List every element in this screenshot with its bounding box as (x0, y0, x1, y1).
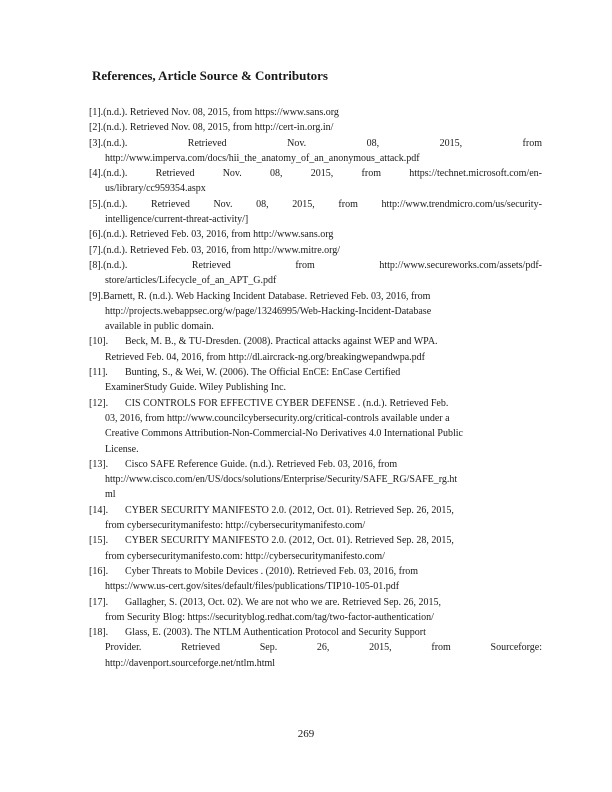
page-number: 269 (297, 728, 315, 740)
reference-number: [15]. (89, 535, 109, 547)
reference-item (89, 625, 542, 671)
reference-text: Creative Commons Attribution-Non-Commercial-No Derivatives 4.0 International Public (105, 428, 463, 440)
reference-text: Beck, M. B., & TU-Dresden. (2008). Practical attacks against WEP and WPA. (125, 336, 438, 348)
reference-text: Retrieved Feb. 04, 2016, from http://dl.aircrack-ng.org/breakingwepandwpa.pdf (105, 351, 426, 363)
reference-text: Glass, E. (2003). The NTLM Authentication Protocol and Security Support (125, 627, 426, 639)
reference-text: Provider. Retrieved Sep. 26, 2015, from Sourceforge: (105, 642, 542, 654)
reference-text: ml (105, 489, 116, 501)
reference-number: [14]. (89, 504, 109, 516)
reference-item (89, 365, 542, 396)
reference-number: [13]. (89, 458, 109, 470)
reference-text: CIS CONTROLS FOR EFFECTIVE CYBER DEFENSE . (n.d.). Retrieved Feb. (125, 397, 449, 409)
reference-item (89, 197, 542, 228)
references-list (89, 105, 542, 671)
reference-text: from Security Blog: https://securityblog.redhat.com/tag/two-factor-authentication/ (105, 611, 434, 623)
reference-number: [11]. (89, 367, 108, 379)
reference-text: [5].(n.d.). Retrieved Nov. 08, 2015, from http://www.trendmicro.com/us/security- (89, 198, 542, 210)
reference-text: Cyber Threats to Mobile Devices . (2010). Retrieved Feb. 03, 2016, from (125, 565, 419, 577)
reference-url: http://projects.webappsec.org/w/page/13246995/Web-Hacking-Incident-Database (105, 305, 432, 317)
reference-item (89, 227, 542, 242)
reference-item (89, 120, 542, 135)
reference-item (89, 289, 542, 335)
reference-text: from cybersecuritymanifesto: http://cybersecuritymanifesto.com/ (105, 520, 366, 532)
reference-text: CYBER SECURITY MANIFESTO 2.0. (2012, Oct. 01). Retrieved Sep. 28, 2015, (125, 535, 454, 547)
reference-text: [9].Barnett, R. (n.d.). Web Hacking Incident Database. Retrieved Feb. 03, 2016, from (89, 290, 431, 302)
reference-number: [16]. (89, 565, 109, 577)
reference-text: [3].(n.d.). Retrieved Nov. 08, 2015, from (89, 137, 542, 149)
reference-text: from cybersecuritymanifesto.com: http://cybersecuritymanifesto.com/ (105, 550, 385, 562)
reference-text: us/library/cc959354.aspx (105, 183, 206, 195)
reference-number: [12]. (89, 397, 109, 409)
reference-item (89, 564, 542, 595)
reference-number: [17]. (89, 596, 109, 608)
reference-text: [4].(n.d.). Retrieved Nov. 08, 2015, from https://technet.microsoft.com/en- (89, 168, 542, 180)
reference-text: store/articles/Lifecycle_of_an_APT_G.pdf (105, 275, 277, 287)
reference-url: https://www.us-cert.gov/sites/default/files/publications/TIP10-105-01.pdf (105, 581, 400, 593)
reference-text: CYBER SECURITY MANIFESTO 2.0. (2012, Oct. 01). Retrieved Sep. 26, 2015, (125, 504, 454, 516)
reference-text: [2].(n.d.). Retrieved Nov. 08, 2015, from http://cert-in.org.in/ (89, 122, 334, 134)
reference-text: ExaminerStudy Guide. Wiley Publishing Inc. (105, 382, 287, 394)
reference-text: [7].(n.d.). Retrieved Feb. 03, 2016, from http://www.mitre.org/ (89, 244, 341, 256)
reference-text: Gallagher, S. (2013, Oct. 02). We are not who we are. Retrieved Sep. 26, 2015, (125, 596, 442, 608)
reference-item (89, 243, 542, 258)
reference-url: http://www.imperva.com/docs/hii_the_anatomy_of_an_anonymous_attack.pdf (105, 152, 420, 164)
reference-number: [18]. (89, 627, 109, 639)
reference-text: [8].(n.d.). Retrieved from http://www.secureworks.com/assets/pdf- (89, 259, 542, 271)
reference-item (89, 166, 542, 197)
reference-item (89, 457, 542, 503)
reference-item (89, 105, 542, 120)
reference-item (89, 503, 542, 534)
reference-text: intelligence/current-threat-activity/] (105, 214, 249, 226)
reference-text: available in public domain. (105, 321, 214, 333)
reference-text: Cisco SAFE Reference Guide. (n.d.). Retrieved Feb. 03, 2016, from (125, 458, 398, 470)
reference-item (89, 595, 542, 626)
reference-item (89, 136, 542, 167)
reference-item (89, 396, 542, 457)
reference-text: 03, 2016, from http://www.councilcybersecurity.org/critical-controls available under a (105, 412, 450, 424)
reference-text: License. (105, 443, 139, 455)
page-title: References, Article Source & Contributors (92, 68, 328, 83)
reference-item (89, 533, 542, 564)
reference-item (89, 334, 542, 365)
reference-url: http://davenport.sourceforge.net/ntlm.html (105, 657, 276, 669)
reference-item (89, 258, 542, 289)
reference-text: [6].(n.d.). Retrieved Feb. 03, 2016, from http://www.sans.org (89, 229, 334, 241)
reference-text: [1].(n.d.). Retrieved Nov. 08, 2015, from https://www.sans.org (89, 107, 339, 118)
reference-text: Bunting, S., & Wei, W. (2006). The Official EnCE: EnCase Certified (125, 367, 401, 379)
reference-number: [10]. (89, 336, 109, 348)
reference-url: http://www.cisco.com/en/US/docs/solutions/Enterprise/Security/SAFE_RG/SAFE_rg.ht (105, 474, 458, 486)
